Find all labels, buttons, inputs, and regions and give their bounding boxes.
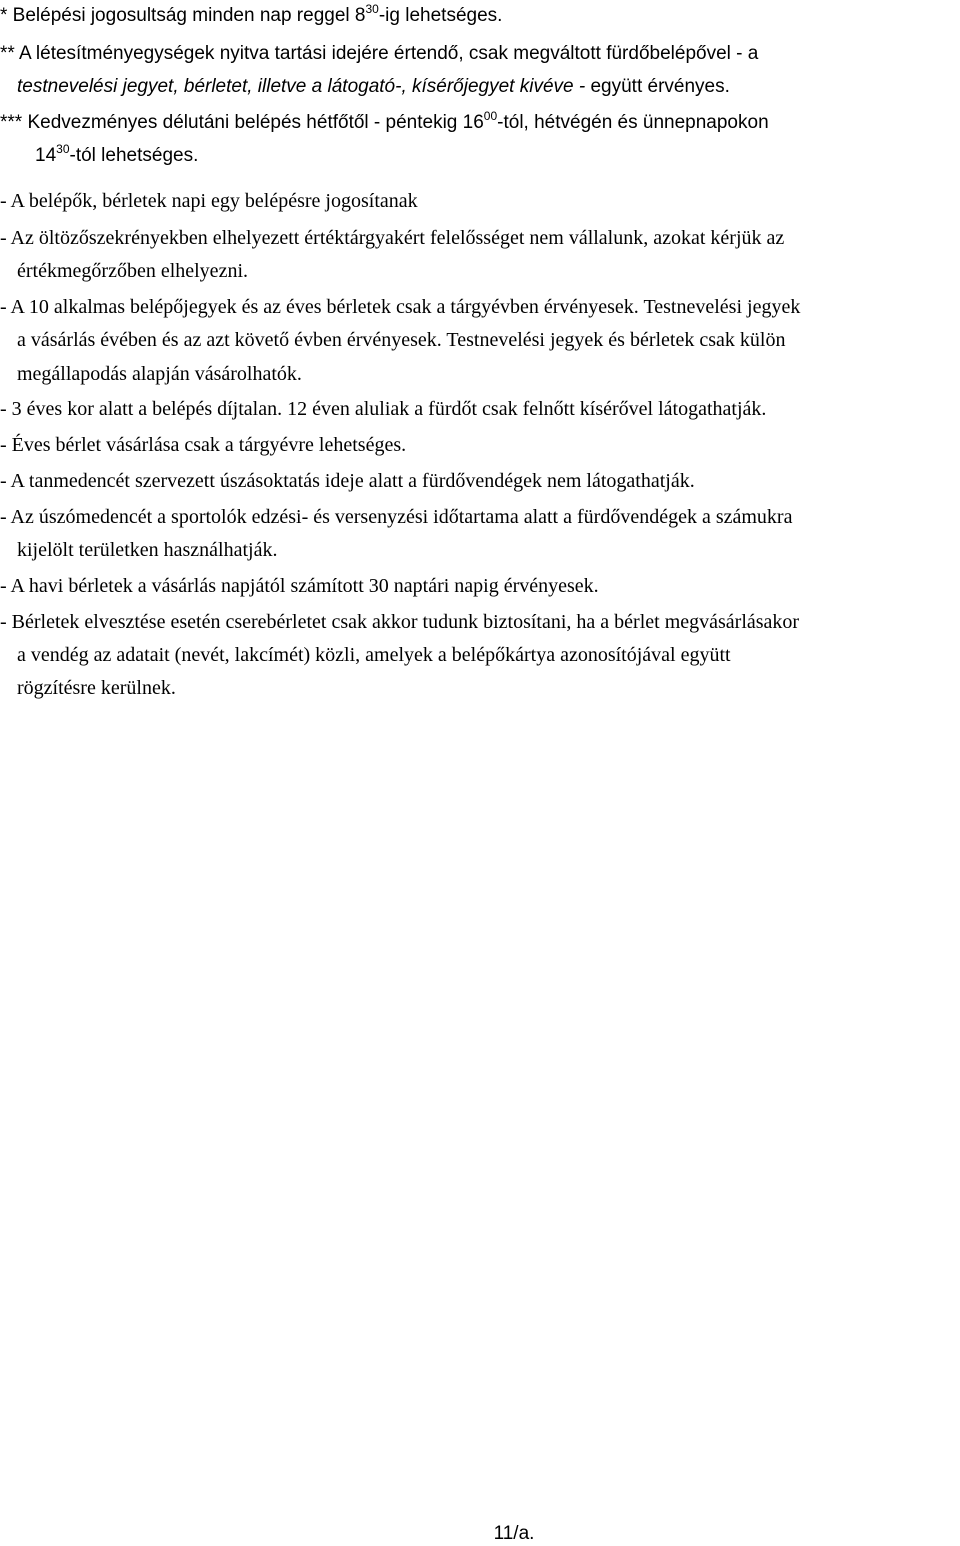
note-3-superscript-2: 30 bbox=[56, 142, 70, 156]
note-3-text: *** Kedvezményes délutáni belépés hétfőtől - péntekig 16 bbox=[0, 112, 484, 133]
rule-4-line-1: - 3 éves kor alatt a belépés díjtalan. 12 éven aluliak a fürdőt csak felnőtt kísérővel látogathatják. bbox=[0, 398, 767, 420]
page-number: 11/a. bbox=[493, 1523, 535, 1544]
rule-5-line-1: - Éves bérlet vásárlása csak a tárgyévre lehetséges. bbox=[0, 434, 407, 456]
rule-7-line-1: - Az úszómedencét a sportolók edzési- és versenyzési időtartama alatt a fürdővendégek a számukra bbox=[0, 506, 793, 528]
note-2-line-2 bbox=[17, 75, 730, 99]
note-3-text-line2: 14 bbox=[35, 145, 57, 166]
note-3-text-mid: -tól, hétvégén és ünnepnapokon bbox=[497, 112, 769, 133]
rule-1-line-1: - A belépők, bérletek napi egy belépésre jogosítanak bbox=[0, 190, 418, 212]
rule-9-line-3: rögzítésre kerülnek. bbox=[17, 677, 176, 699]
rule-9-line-1: - Bérletek elvesztése esetén cserebérletet csak akkor tudunk biztosítani, ha a bérlet megvásárlásakor bbox=[0, 611, 800, 633]
rule-2-line-1: - Az öltözőszekrényekben elhelyezett értéktárgyakért felelősséget nem vállalunk, azokat kérjük az bbox=[0, 227, 785, 249]
rule-8-line-1: - A havi bérletek a vásárlás napjától számított 30 naptári napig érvényesek. bbox=[0, 575, 599, 597]
note-2-italic-text: testnevelési jegyet, bérletet, illetve a látogató-, kísérőjegyet kivéve - bbox=[17, 76, 591, 97]
rule-6-line-1: - A tanmedencét szervezett úszásoktatás ideje alatt a fürdővendégek nem látogathatják. bbox=[0, 470, 695, 492]
note-1-superscript: 30 bbox=[365, 2, 379, 16]
rule-9-line-2: a vendég az adatait (nevét, lakcímét) közli, amelyek a belépőkártya azonosítójával együtt bbox=[17, 644, 731, 666]
rule-2-line-2: értékmegőrzőben elhelyezni. bbox=[17, 260, 248, 282]
note-3-line-1 bbox=[0, 111, 769, 135]
note-2-line-1: ** A létesítményegységek nyitva tartási idejére értendő, csak megváltott fürdőbelépővel - a bbox=[0, 43, 759, 64]
rule-3-line-2: a vásárlás évében és az azt követő évben érvényesek. Testnevelési jegyek és bérletek csak külön bbox=[17, 329, 786, 351]
note-2-text-end: együtt érvényes. bbox=[590, 76, 730, 97]
rule-3-line-1: - A 10 alkalmas belépőjegyek és az éves bérletek csak a tárgyévben érvényesek. Testnevelési jegyek bbox=[0, 296, 801, 318]
note-1-text-end: -ig lehetséges. bbox=[378, 5, 503, 26]
note-1-text: * Belépési jogosultság minden nap reggel 8 bbox=[0, 5, 366, 26]
note-3-text-line2-end: -tól lehetséges. bbox=[69, 145, 199, 166]
rule-3-line-3: megállapodás alapján vásárolhatók. bbox=[17, 363, 302, 385]
rule-7-line-2: kijelölt területken használhatják. bbox=[17, 539, 278, 561]
note-1 bbox=[0, 4, 502, 28]
note-3-line-2 bbox=[35, 144, 198, 168]
note-3-superscript-1: 00 bbox=[483, 109, 498, 123]
